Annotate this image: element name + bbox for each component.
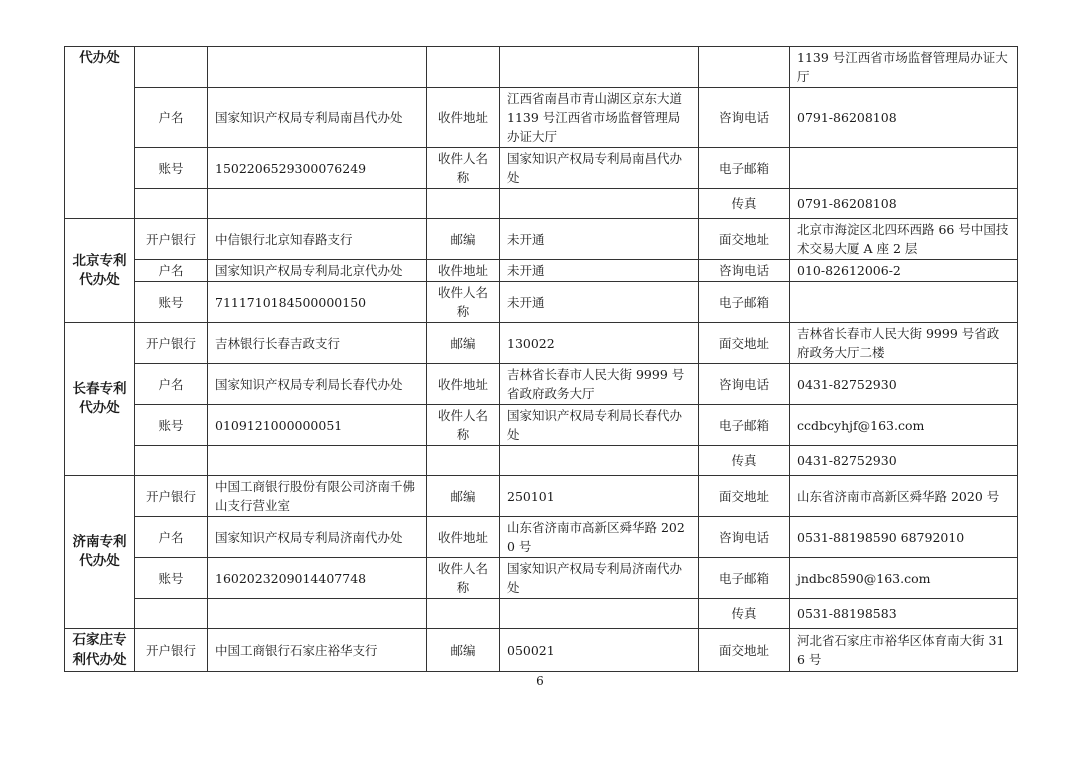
table-row (65, 282, 1018, 323)
email-value: ccdbcyhjf@163.com (790, 405, 1018, 446)
receive-address-label: 收件地址 (427, 260, 500, 282)
phone-label: 咨询电话 (699, 88, 790, 148)
counter-address-label: 面交地址 (699, 219, 790, 260)
cell-empty (135, 599, 208, 629)
table-row (65, 446, 1018, 476)
receiver-name-label: 收件人名称 (427, 558, 500, 599)
bank-label: 开户银行 (135, 476, 208, 517)
account-name-value: 国家知识产权局专利局南昌代办处 (208, 88, 427, 148)
cell-empty (135, 189, 208, 219)
email-label: 电子邮箱 (699, 148, 790, 189)
postcode-value: 未开通 (500, 219, 699, 260)
table-row (65, 364, 1018, 405)
account-no-value: 1602023209014407748 (208, 558, 427, 599)
counter-address-value: 1139 号江西省市场监督管理局办证大厅 (790, 47, 1018, 88)
postcode-label: 邮编 (427, 323, 500, 364)
receiver-name-label: 收件人名称 (427, 282, 500, 323)
cell-empty (427, 189, 500, 219)
bank-value: 中国工商银行股份有限公司济南千佛山支行营业室 (208, 476, 427, 517)
email-value: jndbc8590@163.com (790, 558, 1018, 599)
account-no-value: 1502206529300076249 (208, 148, 427, 189)
cell-empty (208, 47, 427, 88)
fax-label: 传真 (699, 446, 790, 476)
phone-label: 咨询电话 (699, 364, 790, 405)
table-row (65, 219, 1018, 260)
cell-empty (427, 47, 500, 88)
receiver-name-value: 国家知识产权局专利局济南代办处 (500, 558, 699, 599)
office-name-jinan: 济南专利代办处 (65, 476, 135, 629)
email-value (790, 282, 1018, 323)
cell-empty (699, 47, 790, 88)
account-name-label: 户名 (135, 517, 208, 558)
phone-value: 010-82612006-2 (790, 260, 1018, 282)
bank-label: 开户银行 (135, 629, 208, 672)
table-row (65, 47, 1018, 88)
postcode-value: 050021 (500, 629, 699, 672)
receive-address-label: 收件地址 (427, 364, 500, 405)
receiver-name-label: 收件人名称 (427, 405, 500, 446)
postcode-value: 130022 (500, 323, 699, 364)
cell-empty (208, 599, 427, 629)
receive-address-label: 收件地址 (427, 517, 500, 558)
receiver-name-label: 收件人名称 (427, 148, 500, 189)
receiver-name-value: 国家知识产权局专利局南昌代办处 (500, 148, 699, 189)
cell-empty (500, 47, 699, 88)
counter-address-value: 吉林省长春市人民大街 9999 号省政府政务大厅二楼 (790, 323, 1018, 364)
counter-address-label: 面交地址 (699, 629, 790, 672)
cell-empty (208, 446, 427, 476)
account-no-label: 账号 (135, 148, 208, 189)
table-row (65, 405, 1018, 446)
fax-value: 0791-86208108 (790, 189, 1018, 219)
table-row (65, 558, 1018, 599)
cell-empty (500, 189, 699, 219)
table-row (65, 599, 1018, 629)
account-name-label: 户名 (135, 88, 208, 148)
counter-address-label: 面交地址 (699, 476, 790, 517)
postcode-label: 邮编 (427, 476, 500, 517)
counter-address-value: 山东省济南市高新区舜华路 2020 号 (790, 476, 1018, 517)
cell-empty (500, 446, 699, 476)
phone-label: 咨询电话 (699, 260, 790, 282)
email-label: 电子邮箱 (699, 405, 790, 446)
receiver-name-value: 未开通 (500, 282, 699, 323)
phone-label: 咨询电话 (699, 517, 790, 558)
table-row (65, 260, 1018, 282)
office-name-changchun: 长春专利代办处 (65, 323, 135, 476)
receive-address-label: 收件地址 (427, 88, 500, 148)
phone-value: 0791-86208108 (790, 88, 1018, 148)
phone-value: 0431-82752930 (790, 364, 1018, 405)
cell-empty (135, 47, 208, 88)
account-name-value: 国家知识产权局专利局长春代办处 (208, 364, 427, 405)
fax-value: 0431-82752930 (790, 446, 1018, 476)
cell-empty (500, 599, 699, 629)
bank-label: 开户银行 (135, 323, 208, 364)
fax-label: 传真 (699, 599, 790, 629)
email-label: 电子邮箱 (699, 282, 790, 323)
table-row (65, 629, 1018, 672)
phone-value: 0531-88198590 68792010 (790, 517, 1018, 558)
account-no-label: 账号 (135, 405, 208, 446)
counter-address-value: 河北省石家庄市裕华区体育南大街 316 号 (790, 629, 1018, 672)
cell-empty (427, 599, 500, 629)
receive-address-value: 吉林省长春市人民大街 9999 号省政府政务大厅 (500, 364, 699, 405)
bank-value: 吉林银行长春吉政支行 (208, 323, 427, 364)
table-row (65, 323, 1018, 364)
bank-value: 中国工商银行石家庄裕华支行 (208, 629, 427, 672)
postcode-label: 邮编 (427, 629, 500, 672)
account-name-label: 户名 (135, 364, 208, 405)
fax-value: 0531-88198583 (790, 599, 1018, 629)
account-no-label: 账号 (135, 558, 208, 599)
receive-address-value: 未开通 (500, 260, 699, 282)
cell-empty (208, 189, 427, 219)
table-row (65, 189, 1018, 219)
receiver-name-value: 国家知识产权局专利局长春代办处 (500, 405, 699, 446)
bank-label: 开户银行 (135, 219, 208, 260)
table-row (65, 88, 1018, 148)
email-value (790, 148, 1018, 189)
office-name-beijing: 北京专利代办处 (65, 219, 135, 323)
counter-address-label: 面交地址 (699, 323, 790, 364)
account-no-value: 0109121000000051 (208, 405, 427, 446)
postcode-label: 邮编 (427, 219, 500, 260)
table-row (65, 476, 1018, 517)
office-name-nanchang: 代办处 (65, 47, 135, 219)
cell-empty (135, 446, 208, 476)
account-name-label: 户名 (135, 260, 208, 282)
agency-info-table (64, 46, 1018, 672)
table-row (65, 517, 1018, 558)
receive-address-value: 山东省济南市高新区舜华路 2020 号 (500, 517, 699, 558)
cell-empty (427, 446, 500, 476)
table-row (65, 148, 1018, 189)
email-label: 电子邮箱 (699, 558, 790, 599)
fax-label: 传真 (699, 189, 790, 219)
office-name-shijiazhuang: 石家庄专利代办处 (65, 629, 135, 672)
postcode-value: 250101 (500, 476, 699, 517)
bank-value: 中信银行北京知春路支行 (208, 219, 427, 260)
page-number: 6 (536, 674, 544, 688)
account-name-value: 国家知识产权局专利局济南代办处 (208, 517, 427, 558)
account-no-value: 7111710184500000150 (208, 282, 427, 323)
receive-address-value: 江西省南昌市青山湖区京东大道 1139 号江西省市场监督管理局办证大厅 (500, 88, 699, 148)
counter-address-value: 北京市海淀区北四环西路 66 号中国技术交易大厦 A 座 2 层 (790, 219, 1018, 260)
account-no-label: 账号 (135, 282, 208, 323)
account-name-value: 国家知识产权局专利局北京代办处 (208, 260, 427, 282)
